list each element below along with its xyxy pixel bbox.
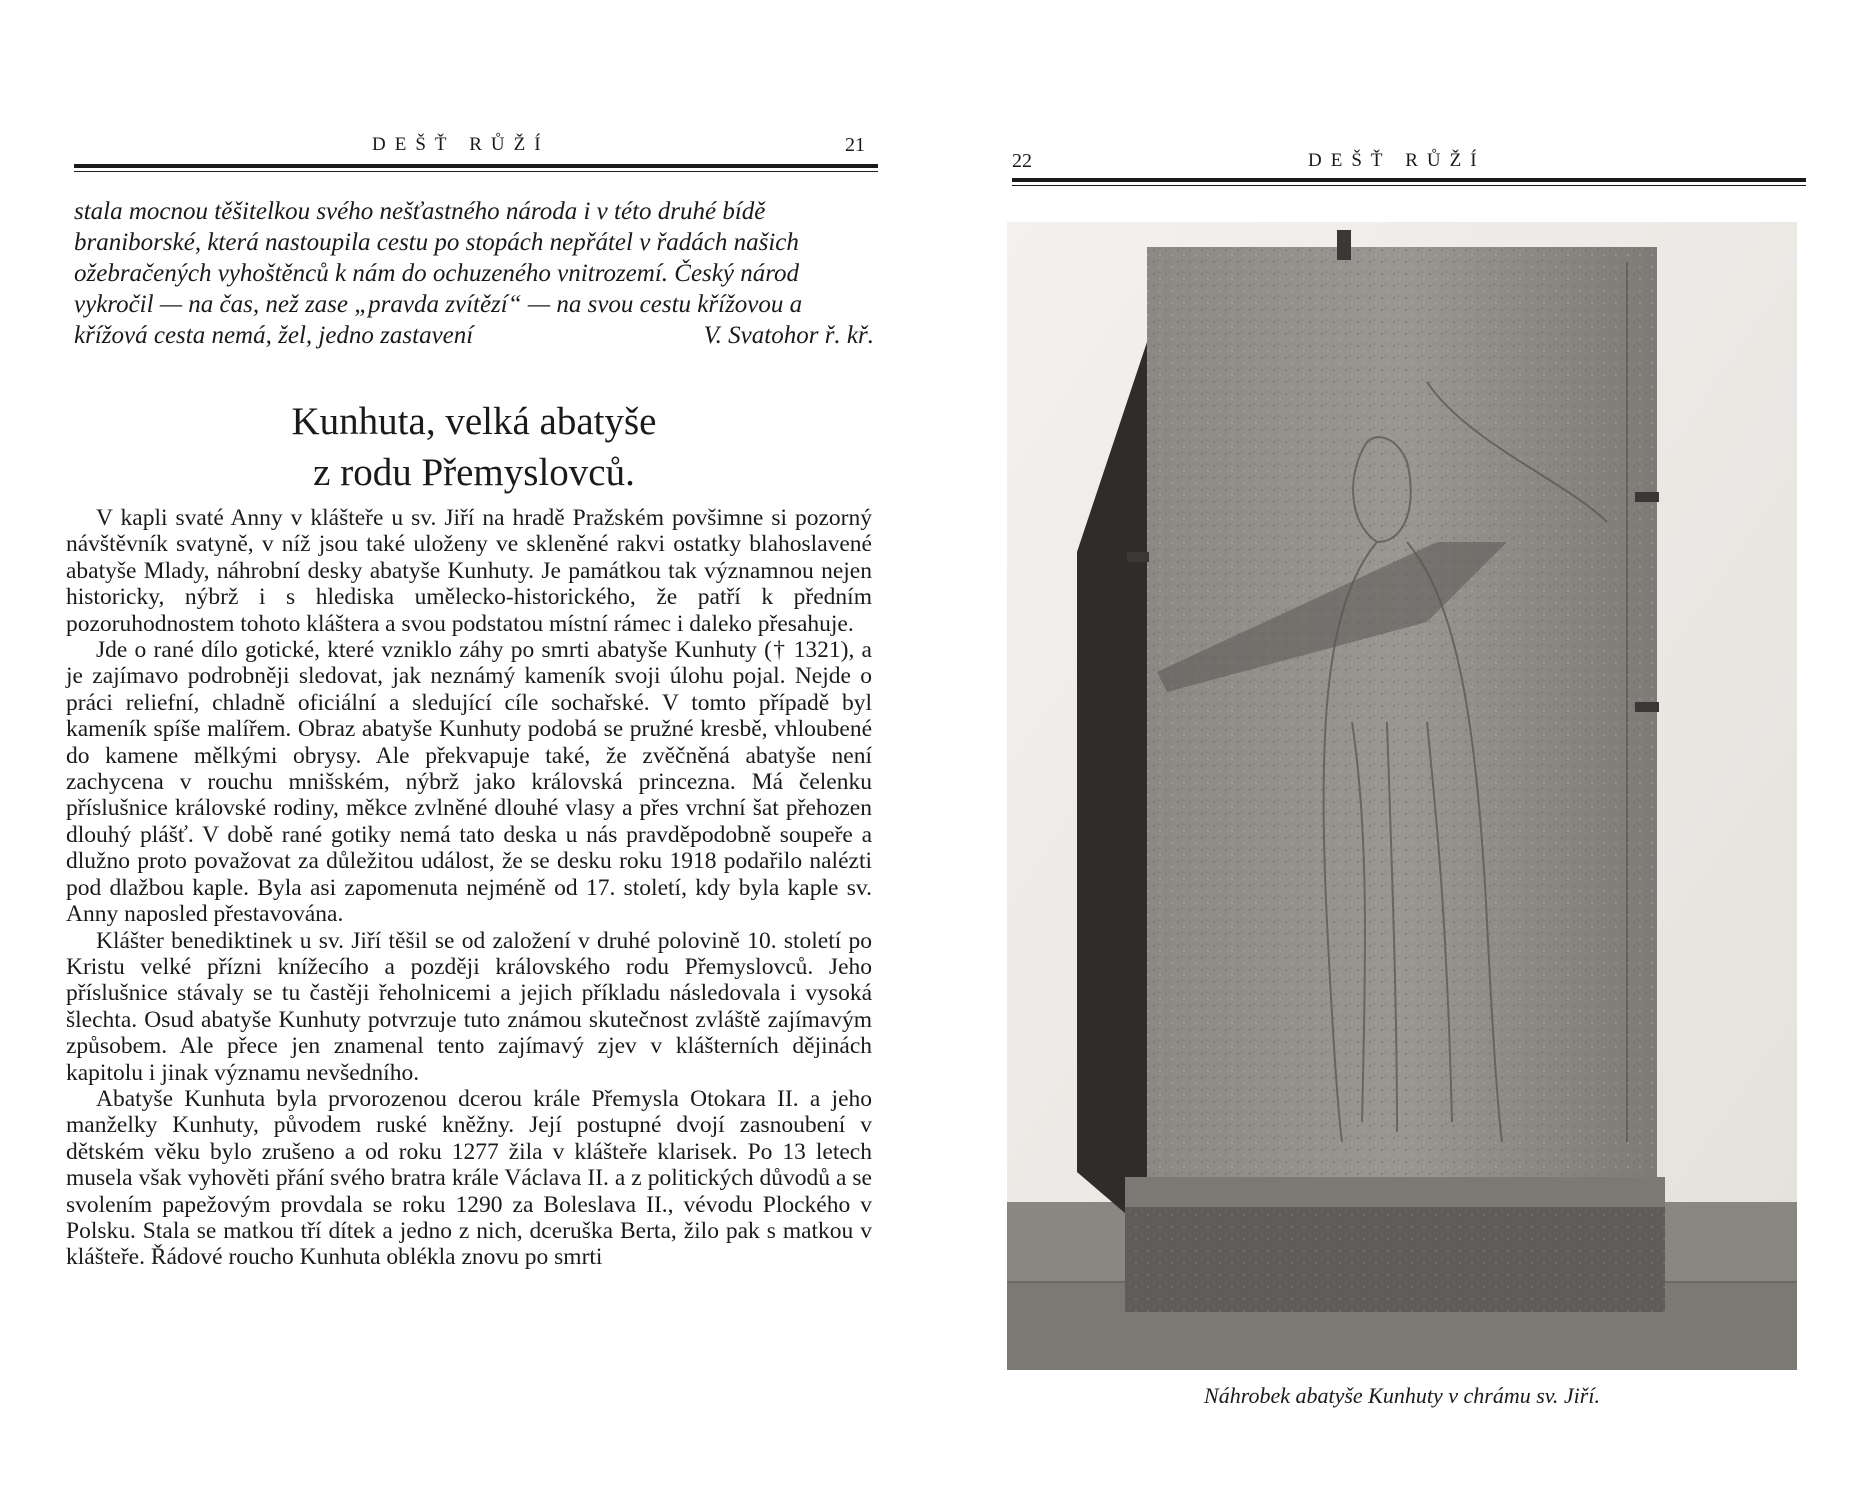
tombstone-photo: [1007, 222, 1797, 1370]
header-rule-thick: [1012, 178, 1806, 182]
article-title: [74, 396, 874, 498]
intro-signature: V. Svatohor ř. kř.: [703, 322, 874, 349]
intro-text: stala mocnou těšitelkou svého nešťastného národa i v této druhé bídě braniborské, která nastoupila cestu po stopách nepřátel v řadách našich ožebračených vyhoštěnců k nám do ochuzeného vnitrozemí. Český národ vykročil — na čas, než zase „pravda zvítězí“ — na svou cestu křížovou a křížová cesta nemá, žel, jedno zastavení: [74, 198, 803, 349]
running-head: DEŠŤ RŮŽÍ: [372, 134, 550, 155]
header-rule-thick: [74, 164, 878, 168]
tombstone-illustration: [1007, 222, 1797, 1370]
article-body: [66, 505, 872, 1271]
running-head: DEŠŤ RŮŽÍ: [1308, 150, 1486, 171]
body-paragraph: V kapli svaté Anny v klášteře u sv. Jiří na hradě Pražském povšimne si pozorný návštěvník svatyně, v níž jsou také uloženy ve skleněné rakvi ostatky blahoslavené abatyše Mlady, náhrobní desky abatyše Kunhuty. Je památkou tak významnou nejen historicky, nýbrž i s hlediska umělecko-historického, že patří k předním pozoruhodnostem tohoto kláštera a svou podstatou místní rámec i daleko přesahuje.: [66, 505, 872, 637]
body-paragraph: Abatyše Kunhuta byla prvorozenou dcerou krále Přemysla Otokara II. a jeho manželky Kunhuty, původem ruské kněžny. Její postupné dvojí zasnoubení v dětském věku bylo zrušeno a od roku 1277 žila v klášteře klarisek. Po 13 letech musela však vyhověti přání svého bratra krále Václava II. a z politických důvodů a se svolením papežovým provdala se roku 1290 za Boleslava II., vévodu Plockého v Polsku. Stala se matkou tří dítek a jedno z nich, dceruška Berta, žilo pak s matkou v klášteře. Řádové roucho Kunhuta oblékla znovu po smrti: [66, 1085, 872, 1271]
intro-paragraph: [74, 196, 874, 351]
body-paragraph: Klášter benediktinek u sv. Jiří těšil se od založení v druhé polovině 10. století po Kristu velké přízni knížecího a později královského rodu Přemyslovců. Jeho příslušnice stávaly se tu častěji řeholnicemi a jejich příkladu následovala i vysoká šlechta. Osud abatyše Kunhuty potvrzuje tuto známou skutečnost zvláště zajímavým způsobem. Ale přece jen znamenal tento zajímavý zjev v klášterních dějinách kapitolu i jinak významu nevšedního.: [66, 927, 872, 1086]
photo-caption: Náhrobek abatyše Kunhuty v chrámu sv. Jiří.: [1204, 1383, 1600, 1408]
page-number: 21: [845, 134, 865, 156]
header-rule-thin: [74, 171, 878, 172]
article-title-line1: Kunhuta, velká abatyše: [291, 400, 657, 443]
body-paragraph: Jde o rané dílo gotické, které vzniklo záhy po smrti abatyše Kunhuty († 1321), a je zajímavo podrobněji sledovat, jak neznámý kameník svoji úlohu pojal. Nejde o práci reliefní, chladně oficiální a sledující cíle sochařské. V tomto případě byl kameník spíše malířem. Obraz abatyše Kunhuty podobá se pružné kresbě, vhloubené do kamene mělkými obrysy. Ale překvapuje také, že zvěčněná abatyše není zachycena v rouchu mnišském, nýbrž jako královská princezna. Má čelenku příslušnice královské rodiny, měkce zvlněné dlouhé vlasy a přes vrchní šat přehozen dlouhý plášť. V době rané gotiky nemá tato deska u nás pravděpodobně soupeře a dlužno proto považovat za důležitou událost, že se desku roku 1918 podařilo nalézti pod dlažbou kaple. Byla asi zapomenuta nejméně od 17. století, kdy byla kaple sv. Anny naposled přestavována.: [66, 637, 872, 928]
article-title-line2: z rodu Přemyslovců.: [313, 451, 635, 494]
page-number: 22: [1012, 150, 1032, 172]
header-rule-thin: [1012, 185, 1806, 186]
